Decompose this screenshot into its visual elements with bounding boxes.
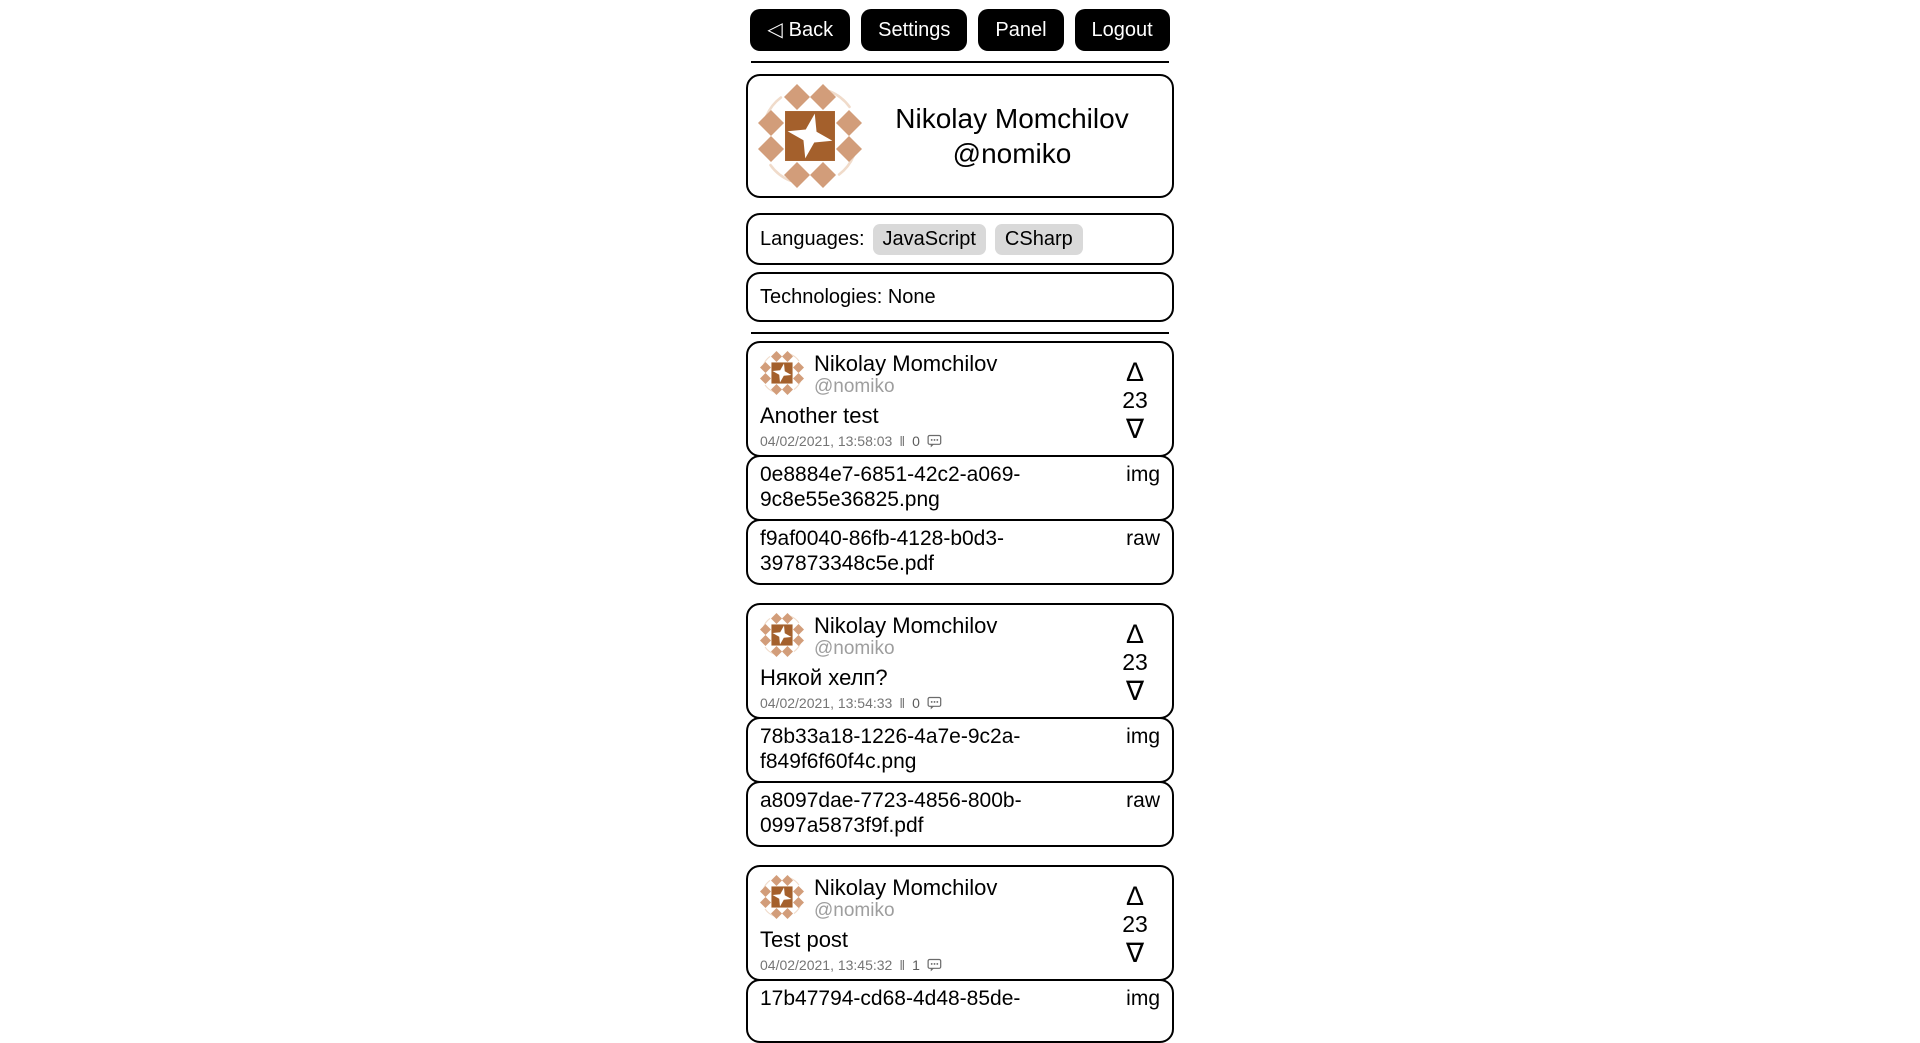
vote-column bbox=[1106, 613, 1164, 711]
attachment-type-label: img bbox=[1126, 725, 1160, 748]
attachment-row[interactable] bbox=[746, 455, 1174, 521]
post-meta bbox=[760, 957, 1106, 973]
post-timestamp: 04/02/2021, 13:54:33 bbox=[760, 695, 893, 711]
attachment-type-label: img bbox=[1126, 463, 1160, 486]
post-attachments bbox=[746, 979, 1174, 1043]
attachment-row[interactable] bbox=[746, 781, 1174, 847]
settings-button[interactable] bbox=[861, 9, 967, 51]
post-attachments bbox=[746, 455, 1174, 585]
post-author-handle: @nomiko bbox=[814, 376, 895, 397]
post-title: Test post bbox=[760, 927, 849, 952]
profile-handle: @nomiko bbox=[952, 138, 1072, 169]
post-author-handle: @nomiko bbox=[814, 638, 895, 659]
post bbox=[746, 341, 1174, 585]
vote-column bbox=[1106, 875, 1164, 973]
settings-button-label: Settings bbox=[878, 19, 951, 41]
post-meta bbox=[760, 695, 1106, 711]
toolbar bbox=[746, 0, 1174, 51]
post-meta bbox=[760, 433, 1106, 449]
comment-count: 0 bbox=[912, 433, 920, 449]
attachment-type-label: img bbox=[1126, 987, 1160, 1010]
separator-line bbox=[751, 332, 1169, 334]
meta-separator: ‖ bbox=[899, 695, 906, 711]
panel-button[interactable] bbox=[978, 9, 1063, 51]
post-main bbox=[760, 351, 1106, 449]
post-card bbox=[746, 603, 1174, 719]
logout-button-label: Logout bbox=[1091, 19, 1153, 41]
downvote-button[interactable]: ∇ bbox=[1125, 675, 1145, 706]
post-author-handle: @nomiko bbox=[814, 900, 895, 921]
post-card bbox=[746, 341, 1174, 457]
profile-name-block bbox=[862, 101, 1162, 171]
upvote-button[interactable]: Δ bbox=[1125, 356, 1145, 387]
comment-bubble-icon bbox=[927, 696, 942, 711]
meta-separator: ‖ bbox=[899, 433, 906, 449]
comment-bubble-icon bbox=[927, 958, 942, 973]
comment-bubble-icon bbox=[927, 434, 942, 449]
post-title: Another test bbox=[760, 403, 879, 428]
post-timestamp: 04/02/2021, 13:58:03 bbox=[760, 433, 893, 449]
vote-count: 23 bbox=[1122, 910, 1148, 937]
post-timestamp: 04/02/2021, 13:45:32 bbox=[760, 957, 893, 973]
vote-count: 23 bbox=[1122, 648, 1148, 675]
profile-name: Nikolay Momchilov bbox=[895, 103, 1129, 134]
post-header bbox=[760, 351, 1106, 398]
technologies-card bbox=[746, 272, 1174, 322]
post-author-block bbox=[814, 351, 997, 398]
post-author-name: Nikolay Momchilov bbox=[814, 351, 998, 376]
language-badges bbox=[873, 224, 1083, 255]
upvote-button[interactable]: Δ bbox=[1125, 880, 1145, 911]
language-badge: JavaScript bbox=[873, 224, 986, 255]
attachment-filename: 0e8884e7-6851-42c2-a069-9c8e55e36825.png bbox=[760, 463, 1021, 511]
post bbox=[746, 603, 1174, 847]
panel-button-label: Panel bbox=[995, 19, 1047, 41]
post-author-block bbox=[814, 613, 997, 660]
post-author-avatar bbox=[760, 351, 804, 395]
logout-button[interactable] bbox=[1075, 9, 1170, 51]
main-content bbox=[746, 0, 1174, 1043]
post-card bbox=[746, 865, 1174, 981]
post-main bbox=[760, 875, 1106, 973]
post bbox=[746, 865, 1174, 1043]
post-title: Някой хелп? bbox=[760, 665, 888, 690]
post-author-block bbox=[814, 875, 997, 922]
technologies-label: Technologies: None bbox=[760, 285, 936, 308]
languages-label: Languages: bbox=[760, 227, 865, 250]
attachment-row[interactable] bbox=[746, 717, 1174, 783]
vote-count: 23 bbox=[1122, 386, 1148, 413]
post-author-avatar bbox=[760, 875, 804, 919]
posts-list bbox=[746, 341, 1174, 1043]
attachment-filename: a8097dae-7723-4856-800b-0997a5873f9f.pdf bbox=[760, 789, 1022, 837]
post-author-name: Nikolay Momchilov bbox=[814, 613, 998, 638]
back-button[interactable] bbox=[750, 9, 850, 51]
attachment-row[interactable] bbox=[746, 519, 1174, 585]
post-header bbox=[760, 613, 1106, 660]
attachment-row[interactable] bbox=[746, 979, 1174, 1043]
profile-card bbox=[746, 74, 1174, 198]
upvote-button[interactable]: Δ bbox=[1125, 618, 1145, 649]
post-header bbox=[760, 875, 1106, 922]
downvote-button[interactable]: ∇ bbox=[1125, 937, 1145, 968]
language-badge: CSharp bbox=[995, 224, 1083, 255]
attachment-type-label: raw bbox=[1126, 789, 1160, 812]
profile-avatar bbox=[758, 84, 862, 188]
post-author-avatar bbox=[760, 613, 804, 657]
post-main bbox=[760, 613, 1106, 711]
comment-count: 1 bbox=[912, 957, 920, 973]
languages-card bbox=[746, 213, 1174, 265]
downvote-button[interactable]: ∇ bbox=[1125, 413, 1145, 444]
meta-separator: ‖ bbox=[899, 957, 906, 973]
attachment-type-label: raw bbox=[1126, 527, 1160, 550]
comment-count: 0 bbox=[912, 695, 920, 711]
post-author-name: Nikolay Momchilov bbox=[814, 875, 998, 900]
separator-line bbox=[751, 61, 1169, 63]
back-button-label: Back bbox=[788, 19, 834, 41]
back-arrow-icon: ◁ bbox=[767, 19, 783, 41]
post-attachments bbox=[746, 717, 1174, 847]
attachment-filename: f9af0040-86fb-4128-b0d3-397873348c5e.pdf bbox=[760, 527, 1005, 575]
attachment-filename: 17b47794-cd68-4d48-85de- bbox=[760, 987, 1021, 1010]
vote-column bbox=[1106, 351, 1164, 449]
attachment-filename: 78b33a18-1226-4a7e-9c2a-f849f6f60f4c.png bbox=[760, 725, 1021, 773]
